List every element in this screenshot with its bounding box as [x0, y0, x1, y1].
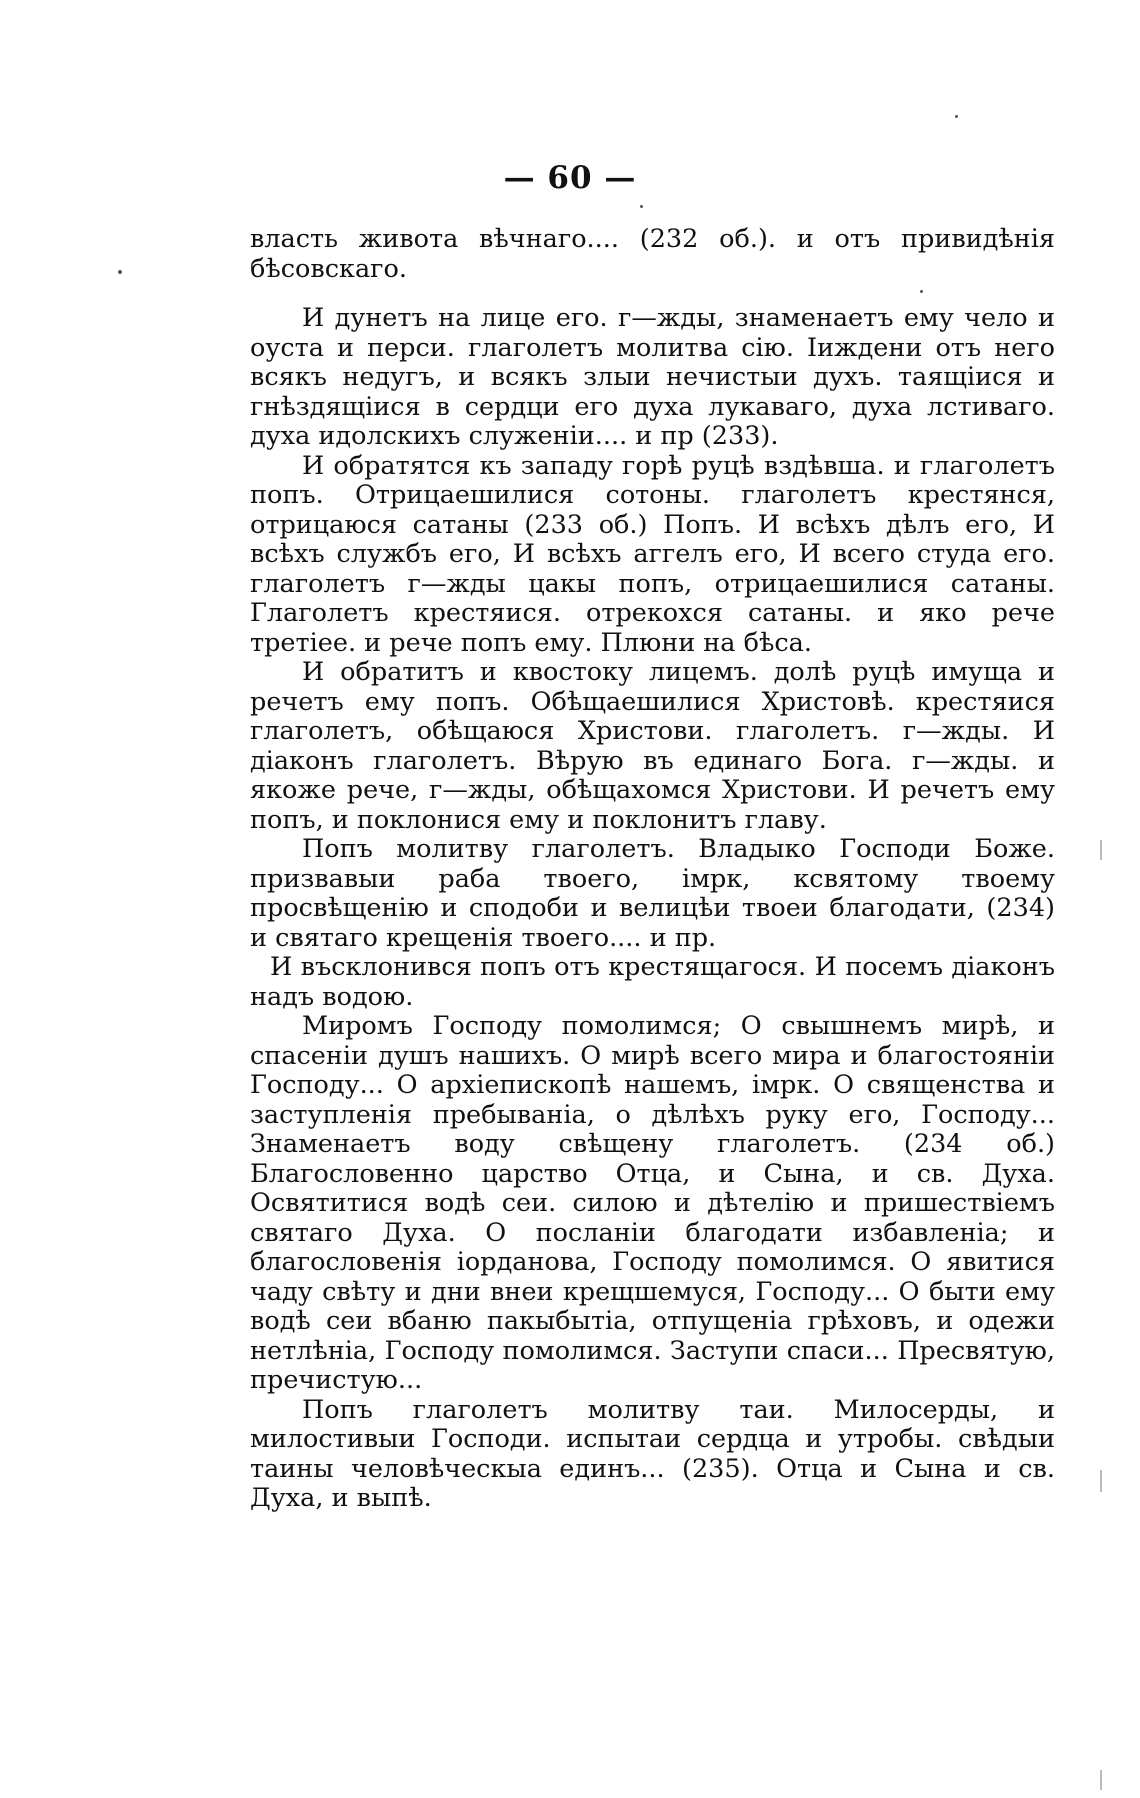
- scan-speck: [118, 270, 122, 274]
- scan-edge-mark: [1100, 1770, 1102, 1790]
- paragraph-8: Попъ глаголетъ молитву таи. Милосерды, и милостивыи Господи. испытаи сердца и утробы. свѣдыи таины человѣческыа единъ... (235). Отца и Сына и св. Духа, и выпѣ.: [250, 1394, 1055, 1513]
- scan-speck: [955, 115, 958, 118]
- scan-speck: [920, 290, 923, 293]
- paragraph-1: власть живота вѣчнаго.... (232 об.). и отъ привидѣнія бѣсовскаго.: [250, 224, 1055, 284]
- page-number: — 60 —: [503, 160, 637, 196]
- scan-edge-mark: [1100, 840, 1102, 860]
- paragraph-2: И дунетъ на лице его. г—жды, знаменаетъ ему чело и оуста и перси. глаголетъ молитва сію. Іиждени отъ него всякъ недугъ, и всякъ злыи нечистыи духъ. таящіися и гнѣздящіися в сердци его духа лукаваго, духа лстиваго. духа идолскихъ служеніи.... и пр (233).: [250, 303, 1055, 451]
- paragraph-5: Попъ молитву глаголетъ. Владыко Господи Боже. призвавыи раба твоего, імрк, ксвятому твоему просвѣщенію и сподоби и велицѣи твоеи благодати, (234) и святаго крещенія твоего.... и пр.: [250, 834, 1055, 953]
- body-text: [250, 225, 1055, 1514]
- paragraph-7: Миромъ Господу помолимся; О свышнемъ мирѣ, и спасеніи душъ нашихъ. О мирѣ всего мира и благостояніи Господу... О архіепископѣ нашемъ, імрк. О священства и заступленія пребываніа, о дѣлѣхъ руку его, Господу... Знаменаетъ воду свѣщену глаголетъ. (234 об.) Благословенно царство Отца, и Сына, и св. Духа. Освятитися водѣ сеи. силою и дѣтелію и пришествіемъ святаго Духа. О посланіи благодати избавленіа; и благословенія іорданова, Господу помолимся. О явитися чаду свѣту и дни внеи крещшемуся, Господу... О быти ему водѣ сеи вбаню пакыбытіа, отпущеніа грѣховъ, и одежи нетлѣніа, Господу помолимся. Заступи спаси... Пресвятую, пречистую...: [250, 1011, 1055, 1395]
- scan-speck: [640, 205, 643, 208]
- paragraph-4: И обратитъ и квостоку лицемъ. долѣ руцѣ имуща и речетъ ему попъ. Обѣщаешилися Христовѣ. крестяися глаголетъ, обѣщаюся Христови. глаголетъ. г—жды. И діаконъ глаголетъ. Вѣрую въ единаго Бога. г—жды. и якоже рече, г—жды, обѣщахомся Христови. И речетъ ему попъ, и поклонися ему и поклонитъ главу.: [250, 657, 1055, 835]
- scan-edge-mark: [1100, 1470, 1102, 1492]
- paragraph-6: И въсклонився попъ отъ крестящагося. И посемъ діаконъ надъ водою.: [250, 952, 1055, 1012]
- paragraph-3: И обратятся къ западу горѣ руцѣ вздѣвша. и глаголетъ попъ. Отрицаешилися сотоны. глаголетъ крестянся, отрицаюся сатаны (233 об.) Попъ. И всѣхъ дѣлъ его, И всѣхъ службъ его, И всѣхъ аггелъ его, И всего студа его. глаголетъ г—жды цакы попъ, отрицаешилися сатаны. Глаголетъ крестяися. отрекохся сатаны. и яко рече третіее. и рече попъ ему. Плюни на бѣса.: [250, 450, 1055, 658]
